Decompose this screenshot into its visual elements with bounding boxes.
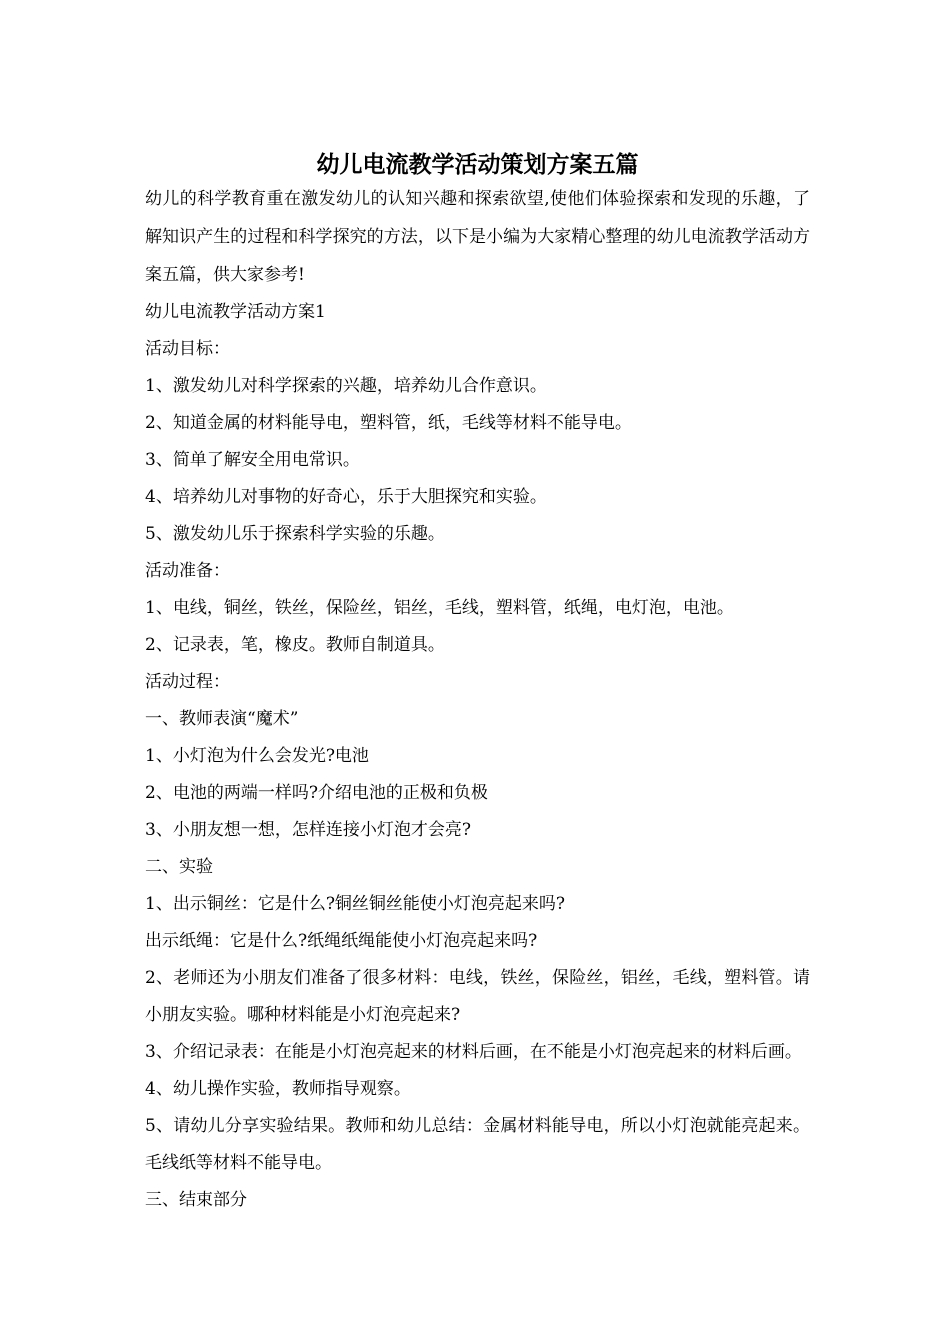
process-item: 1、小灯泡为什么会发光?电池: [145, 746, 369, 766]
goal-item: 2、知道金属的材料能导电，塑料管，纸，毛线等材料不能导电。: [145, 413, 632, 433]
intro-paragraph: 幼儿的科学教育重在激发幼儿的认知兴趣和探索欲望,使他们体验探索和发现的乐趣，了解知识产生的过程和科学探究的方法，以下是小编为大家精心整理的幼儿电流教学活动方案五篇，供大家参考!: [145, 189, 810, 285]
process-item: 5、请幼儿分享实验结果。教师和幼儿总结：金属材料能导电，所以小灯泡就能亮起来。毛线纸等材料不能导电。: [145, 1116, 810, 1173]
process-item: 1、出示铜丝：它是什么?铜丝铜丝能使小灯泡亮起来吗?: [145, 894, 566, 914]
heading-goals: 活动目标：: [145, 339, 230, 359]
process-item: 3、小朋友想一想，怎样连接小灯泡才会亮?: [145, 820, 471, 840]
preparation-item: 1、电线，铜丝，铁丝，保险丝，铝丝，毛线，塑料管，纸绳，电灯泡，电池。: [145, 598, 734, 618]
heading-process: 活动过程：: [145, 672, 230, 692]
goal-item: 3、简单了解安全用电常识。: [145, 450, 360, 470]
document-title: 幼儿电流教学活动策划方案五篇: [316, 151, 639, 179]
process-section-heading: 二、实验: [145, 857, 213, 877]
goal-item: 1、激发幼儿对科学探索的兴趣，培养幼儿合作意识。: [145, 376, 547, 396]
process-item: 2、老师还为小朋友们准备了很多材料：电线，铁丝，保险丝，铝丝，毛线，塑料管。请小朋友实验。哪种材料能是小灯泡亮起来?: [145, 968, 810, 1025]
process-section-heading: 一、教师表演“魔术”: [145, 709, 299, 729]
process-item: 出示纸绳：它是什么?纸绳纸绳能使小灯泡亮起来吗?: [145, 931, 538, 951]
goal-item: 4、培养幼儿对事物的好奇心，乐于大胆探究和实验。: [145, 487, 547, 507]
process-item: 3、介绍记录表：在能是小灯泡亮起来的材料后画，在不能是小灯泡亮起来的材料后画。: [145, 1042, 802, 1062]
heading-preparation: 活动准备：: [145, 561, 230, 581]
section-heading-plan-1: 幼儿电流教学活动方案1: [145, 302, 326, 322]
preparation-item: 2、记录表，笔，橡皮。教师自制道具。: [145, 635, 445, 655]
document-body: [145, 180, 810, 1219]
process-section-heading: 三、结束部分: [145, 1190, 247, 1210]
goal-item: 5、激发幼儿乐于探索科学实验的乐趣。: [145, 524, 445, 544]
process-item: 4、幼儿操作实验，教师指导观察。: [145, 1079, 411, 1099]
process-item: 2、电池的两端一样吗?介绍电池的正极和负极: [145, 783, 488, 803]
